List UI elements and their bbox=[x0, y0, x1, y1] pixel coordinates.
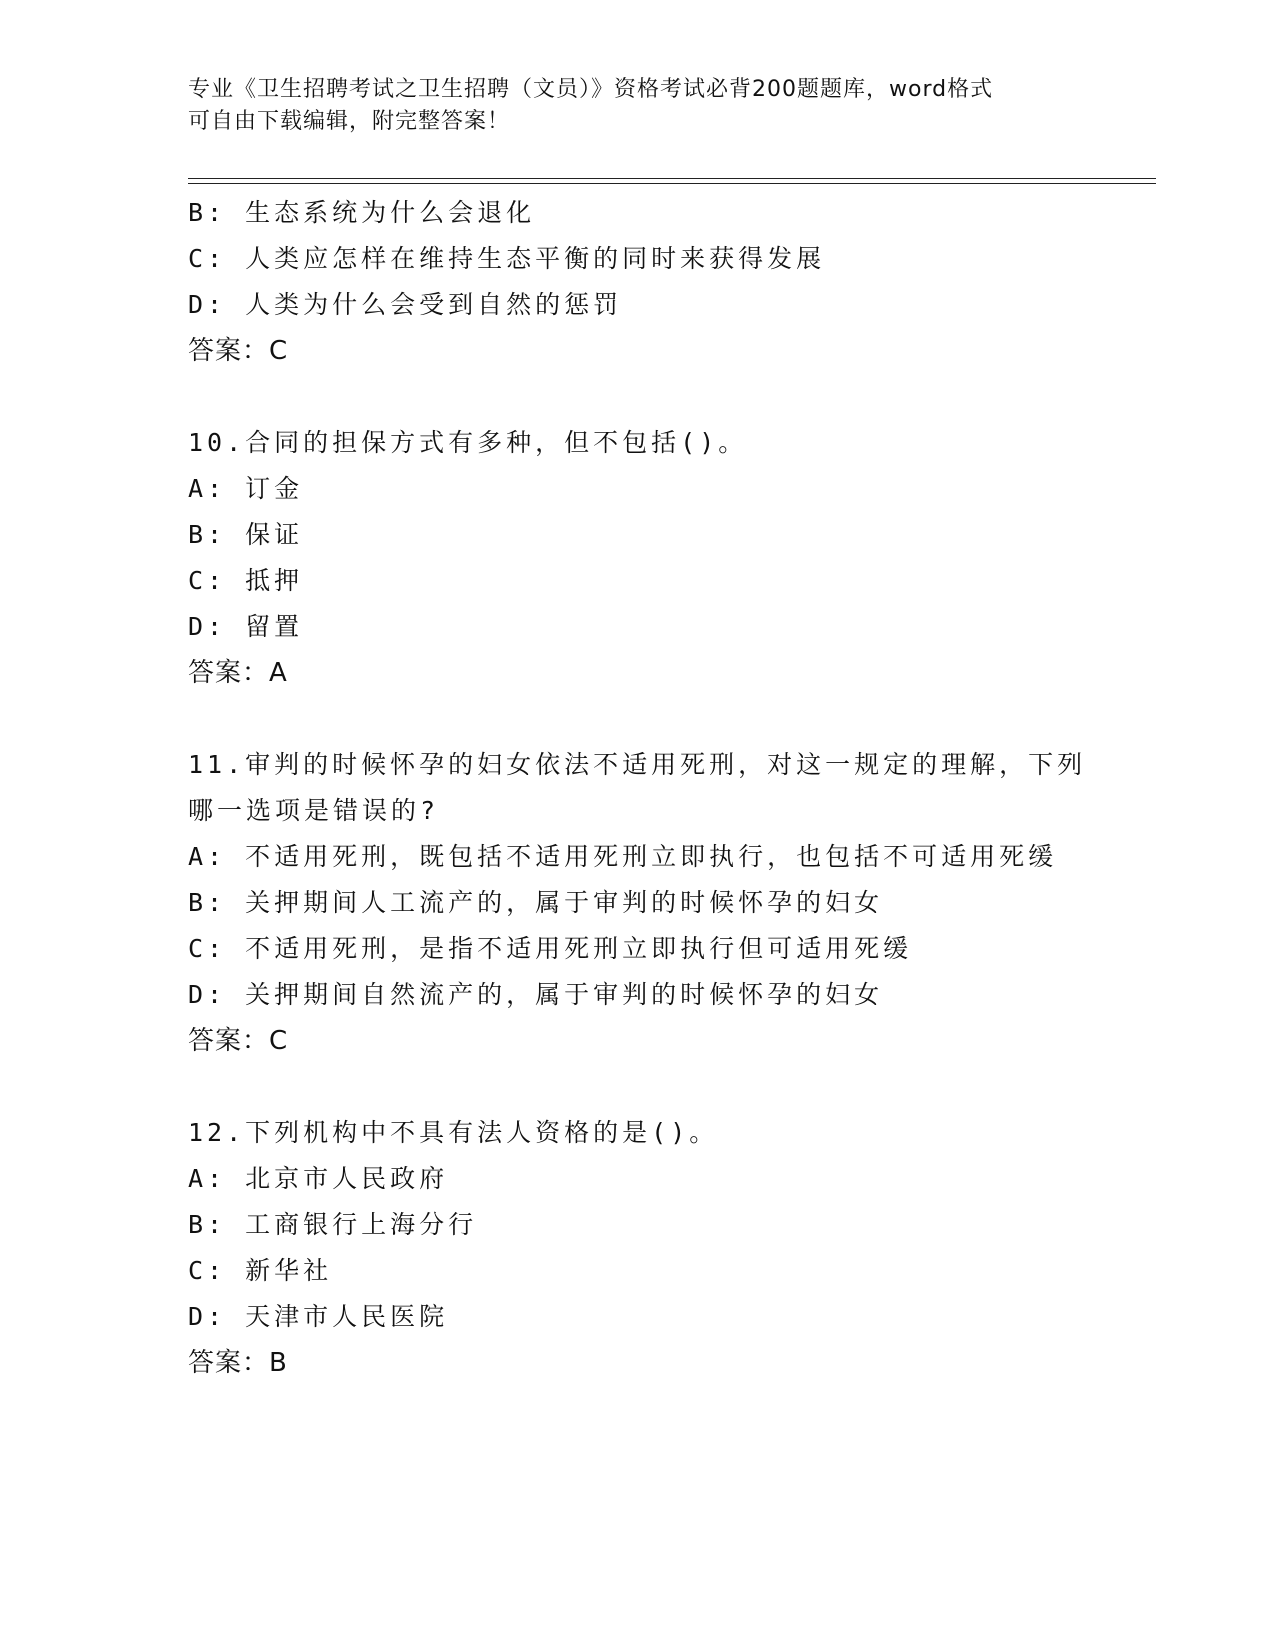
option-b: B: 保证 bbox=[188, 520, 304, 549]
option-c: C: 不适用死刑，是指不适用死刑立即执行但可适用死缓 bbox=[188, 934, 913, 963]
header-divider-bottom bbox=[188, 183, 1156, 184]
option-a: A: 订金 bbox=[188, 474, 304, 503]
option-d: D: 关押期间自然流产的，属于审判的时候怀孕的妇女 bbox=[188, 980, 884, 1009]
question-10 bbox=[188, 420, 1088, 696]
spacer bbox=[188, 374, 1088, 420]
question-9 bbox=[188, 190, 1088, 374]
answer: 答案：B bbox=[188, 1348, 288, 1378]
answer: 答案：C bbox=[188, 1026, 289, 1056]
option-a: A: 北京市人民政府 bbox=[188, 1164, 449, 1193]
answer: 答案：A bbox=[188, 658, 288, 688]
option-c: C: 抵押 bbox=[188, 566, 304, 595]
option-b: B: 工商银行上海分行 bbox=[188, 1210, 478, 1239]
option-b: B: 关押期间人工流产的，属于审判的时候怀孕的妇女 bbox=[188, 888, 884, 917]
spacer bbox=[188, 696, 1088, 742]
option-c: C: 人类应怎样在维持生态平衡的同时来获得发展 bbox=[188, 244, 826, 273]
question-stem: 10.合同的担保方式有多种，但不包括()。 bbox=[188, 428, 748, 457]
question-stem-line-1: 11.审判的时候怀孕的妇女依法不适用死刑，对这一规定的理解，下列 bbox=[188, 750, 1087, 779]
option-b: B: 生态系统为什么会退化 bbox=[188, 198, 536, 227]
header-line-1: 专业《卫生招聘考试之卫生招聘（文员）》资格考试必背200题题库，word格式 bbox=[188, 77, 994, 102]
question-stem: 12.下列机构中不具有法人资格的是()。 bbox=[188, 1118, 719, 1147]
option-d: D: 天津市人民医院 bbox=[188, 1302, 449, 1331]
header-line-2: 可自由下载编辑，附完整答案！ bbox=[188, 109, 511, 134]
answer: 答案：C bbox=[188, 336, 289, 366]
question-12 bbox=[188, 1110, 1088, 1386]
header-divider-top bbox=[188, 178, 1156, 179]
option-d: D: 留置 bbox=[188, 612, 304, 641]
question-11 bbox=[188, 742, 1088, 1064]
option-a: A: 不适用死刑，既包括不适用死刑立即执行，也包括不可适用死缓 bbox=[188, 842, 1058, 871]
option-c: C: 新华社 bbox=[188, 1256, 333, 1285]
spacer bbox=[188, 1064, 1088, 1110]
document-header bbox=[188, 74, 1068, 138]
question-stem-line-2: 哪一选项是错误的? bbox=[188, 796, 440, 825]
question-list bbox=[188, 190, 1088, 1386]
option-d: D: 人类为什么会受到自然的惩罚 bbox=[188, 290, 623, 319]
